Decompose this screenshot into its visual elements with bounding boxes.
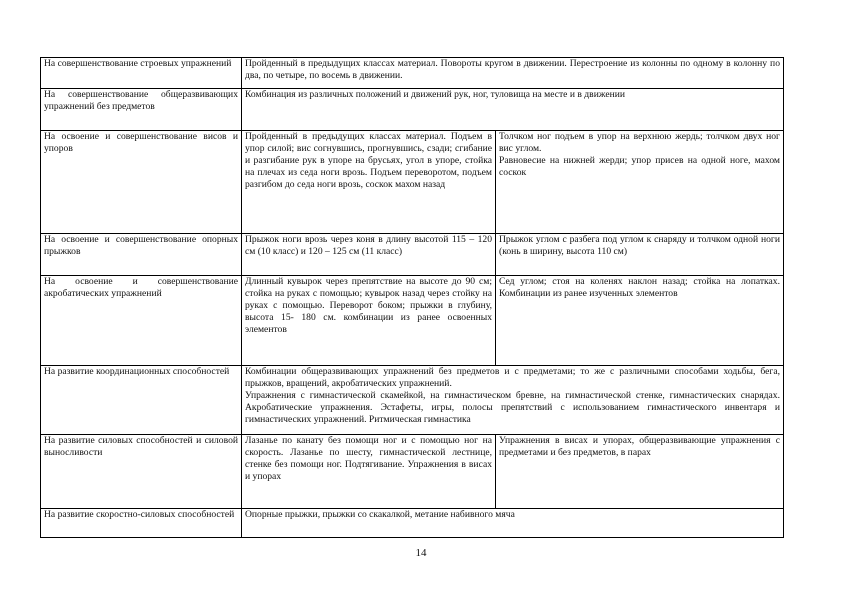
boys-cell: Прыжок ноги врозь через коня в длину высотой 115 – 120 см (10 класс) и 120 – 125 см (11 класс): [242, 234, 496, 276]
table-row: [41, 58, 784, 89]
topic-cell: На освоение и совершенствование висов и упоров: [41, 131, 242, 234]
boys-cell: Длинный кувырок через препятствие на высоте до 90 см; стойка на руках с помощью; кувырок назад через стойку на руках с помощью. Переворот боком; прыжки в глубину, высота 15- 180 см. комбинации из ранее освоенных элементов: [242, 276, 496, 366]
content-cell: Опорные прыжки, прыжки со скакалкой, метание набивного мяча: [242, 509, 784, 538]
topic-cell: На освоение и совершенствование акробатических упражнений: [41, 276, 242, 366]
content-cell: Пройденный в предыдущих классах материал. Повороты кругом в движении. Перестроение из колонны по одному в колонну по два, по четыре, по восемь в движении.: [242, 58, 784, 89]
girls-cell: Сед углом; стоя на коленях наклон назад; стойка на лопатках. Комбинации из ранее изученных элементов: [496, 276, 784, 366]
table-row: [41, 435, 784, 509]
table-row: [41, 366, 784, 435]
content-text: Комбинации общеразвивающих упражнений без предметов и с предметами; то же с различными способами ходьбы, бега, прыжков, вращений, акробатических упражнений.: [245, 366, 780, 390]
girls-text-extra: Равновесие на нижней жерди; упор присев на одной ноге, махом соскок: [499, 155, 780, 179]
topic-cell: На совершенствование общеразвивающих упражнений без предметов: [41, 89, 242, 131]
girls-text: Толчком ног подъем в упор на верхнюю жердь; толчком двух ног вис углом.: [499, 131, 780, 155]
curriculum-table: [40, 57, 784, 538]
content-cell: Комбинация из различных положений и движений рук, ног, туловища на месте и в движении: [242, 89, 784, 131]
girls-cell: Прыжок углом с разбега под углом к снаряду и толчком одной ноги (конь в ширину, высота 110 см): [496, 234, 784, 276]
topic-cell: На развитие координационных способностей: [41, 366, 242, 435]
topic-cell: На развитие скоростно-силовых способностей: [41, 509, 242, 538]
table-row: [41, 89, 784, 131]
topic-cell: На развитие силовых способностей и силовой выносливости: [41, 435, 242, 509]
content-text-extra: Упражнения с гимнастической скамейкой, на гимнастическом бревне, на гимнастической стенке, гимнастических снарядах. Акробатические упражнения. Эстафеты, игры, полосы препятствий с использованием гимнастического инвентаря и гимнастических упражнений. Ритмическая гимнастика: [245, 390, 780, 426]
table-row: [41, 276, 784, 366]
table-row: [41, 234, 784, 276]
boys-cell: Лазанье по канату без помощи ног и с помощью ног на скорость. Лазанье по шесту, гимнастической лестнице, стенке без помощи ног. Подтягивание. Упражнения в висах и упорах: [242, 435, 496, 509]
topic-cell: На освоение и совершенствование опорных прыжков: [41, 234, 242, 276]
table-row: [41, 509, 784, 538]
topic-cell: На совершенствование строевых упражнений: [41, 58, 242, 89]
table-row: [41, 131, 784, 234]
girls-cell: Упражнения в висах и упорах, общеразвивающие упражнения с предметами и без предметов, в парах: [496, 435, 784, 509]
page-number: 14: [415, 547, 427, 559]
girls-cell: [496, 131, 784, 234]
content-cell: [242, 366, 784, 435]
boys-cell: Пройденный в предыдущих классах материал. Подъем в упор силой; вис согнувшись, прогнувшись, сзади; сгибание и разгибание рук в упоре на брусьях, угол в упоре, стойка на плечах из седа ноги врозь. Подъем переворотом, подъем разгибом до седа ноги врозь, соскок махом назад: [242, 131, 496, 234]
